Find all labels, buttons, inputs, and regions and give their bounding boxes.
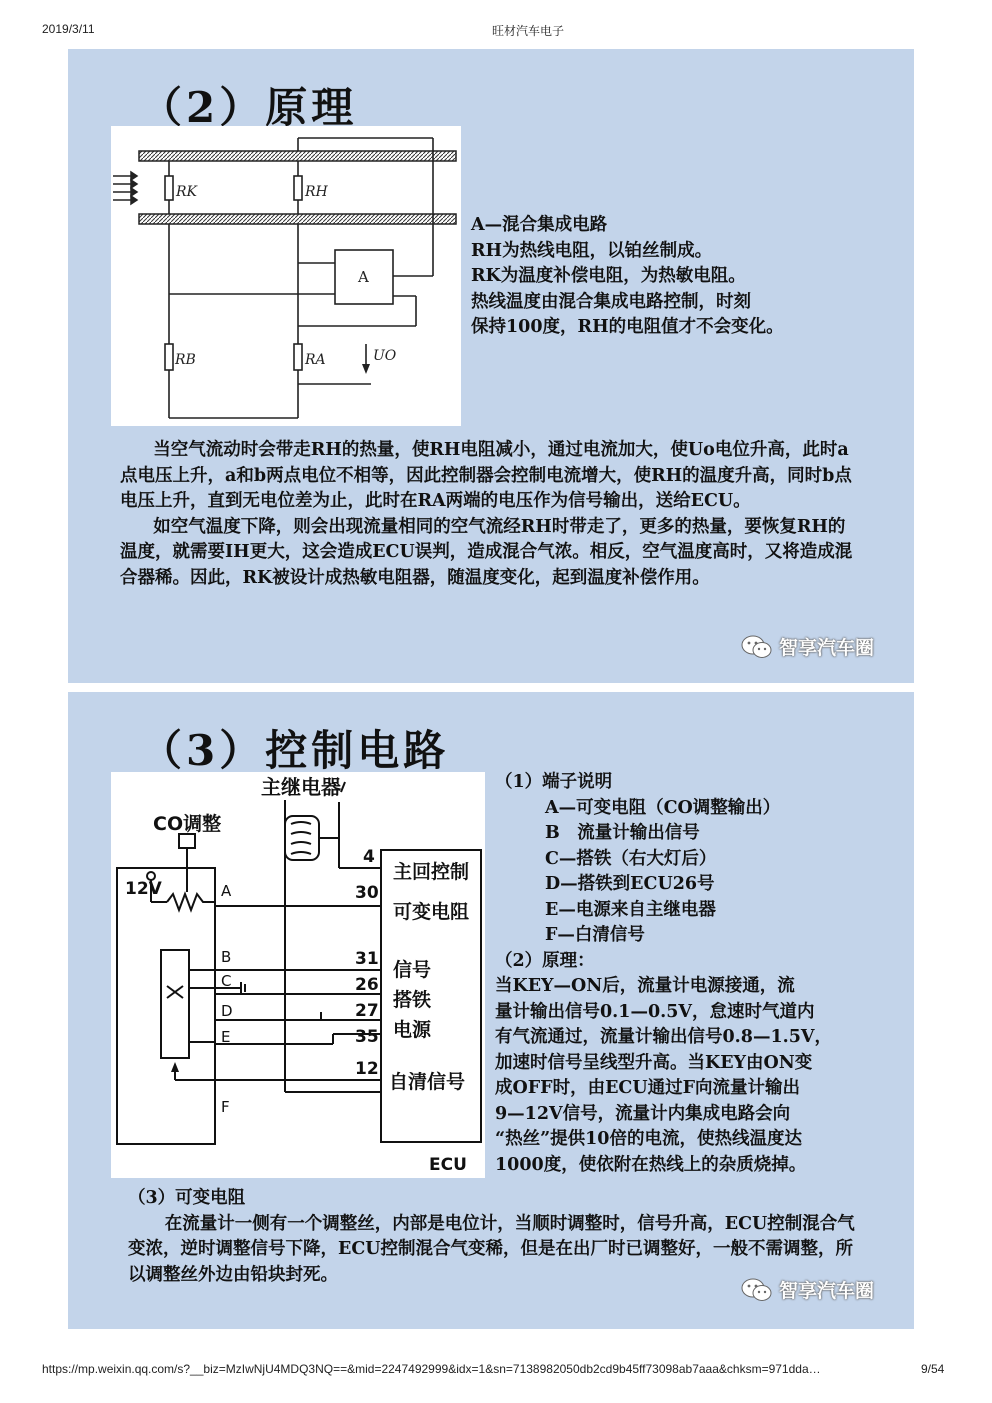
ecu-terminal-label: 电源 <box>393 1019 432 1041</box>
principle-body <box>120 438 860 591</box>
ecu-pin-number: 4 <box>363 847 375 867</box>
ecu-terminal-label: 可变电阻 <box>393 901 470 923</box>
footer-url[interactable]: https://mp.weixin.qq.com/s?__biz=MzIwNjU4MDQ3NQ==&mid=2247492999&idx=1&sn=7138982050db2cd9b45ff73098ab7aaa&chksm=971dda… <box>42 1362 821 1376</box>
ecu-pin-number: 31 <box>355 949 379 969</box>
airflow-arrows-icon <box>113 172 137 204</box>
legend-line: 1000度，使依附在热线上的杂质烧掉。 <box>495 1154 807 1175</box>
legend-line: （1）端子说明 <box>495 772 613 792</box>
section-title-principle: （2）原理 <box>140 83 358 132</box>
legend-line: 保持100度，RH的电阻值才不会变化。 <box>471 317 784 337</box>
pin-label: F <box>221 1098 230 1116</box>
body-paragraph: 当空气流动时会带走RH的热量，使RH电阻减小，通过电流加大，使Uo电位升高，此时a点电压上升，a和b两点电位不相等，因此控制器会控制电流增大，使RH的温度升高，同时b点电压上升，直到无电位差为止，此时在RA两端的电压作为信号输出，送给ECU。 <box>120 440 852 511</box>
rb-label: RB <box>175 352 196 368</box>
pin-label: D <box>221 1002 233 1020</box>
ecu-pin-number: 26 <box>355 975 379 995</box>
hot-wire-circuit-diagram <box>111 126 461 426</box>
legend-line: “热丝”提供10倍的电流，使热线温度达 <box>495 1129 802 1149</box>
legend-line: 成OFF时，由ECU通过F向流量计输出 <box>495 1078 801 1098</box>
pin-label: E <box>221 1028 231 1046</box>
control-circuit-legend <box>495 770 832 1178</box>
legend-line: C—搭铁（右大灯后） <box>545 848 717 869</box>
ecu-terminal-label: 信号 <box>393 959 432 981</box>
ecu-terminal-label: 主回控制 <box>393 861 470 883</box>
variable-resistor-section <box>128 1186 868 1288</box>
ecu-pin-number: 12 <box>355 1059 379 1079</box>
wechat-icon <box>741 1277 773 1303</box>
legend-line: 9—12V信号，流量计内集成电路会向 <box>495 1103 791 1124</box>
legend-line: 加速时信号呈线型升高。当KEY由ON变 <box>495 1052 813 1073</box>
slide-principle <box>68 49 914 683</box>
wechat-icon <box>741 634 773 660</box>
section-title-control-circuit: （3）控制电路 <box>140 726 450 775</box>
12v-label: 12V <box>125 879 162 899</box>
legend-line: D—搭铁到ECU26号 <box>545 874 715 894</box>
tube-bottom-wall <box>139 214 456 224</box>
legend-line: RH为热线电阻，以铂丝制成。 <box>471 240 713 261</box>
rk-label: RK <box>176 184 197 200</box>
legend-line: A—混合集成电路 <box>471 215 608 235</box>
ecu-label: ECU <box>429 1155 467 1175</box>
sub-heading: （3）可变电阻 <box>128 1188 246 1208</box>
header-title: 旺材汽车电子 <box>492 24 565 38</box>
tube-top-wall <box>139 151 456 161</box>
watermark <box>741 633 874 660</box>
slide-control-circuit <box>68 692 914 1329</box>
watermark <box>741 1276 874 1303</box>
body-paragraph: 如空气温度下降，则会出现流量相同的空气流经RH时带走了，更多的热量，要恢复RH的温度，就需要IH更大，这会造成ECU误判，造成混合气浓。相反，空气温度高时，又将造成混合器稀。因此，RK被设计成热敏电阻器，随温度变化，起到温度补偿作用。 <box>120 516 853 588</box>
ecu-terminal-label: 搭铁 <box>393 989 432 1011</box>
ecu-pin-number: 35 <box>355 1027 379 1047</box>
control-circuit-diagram <box>111 772 485 1178</box>
pin-label: C <box>221 972 232 990</box>
legend-line: 有气流通过，流量计输出信号0.8—1.5V， <box>495 1027 832 1047</box>
legend-line: B 流量计输出信号 <box>545 823 700 843</box>
uo-label: UO <box>373 348 397 364</box>
header-date: 2019/3/11 <box>42 22 95 36</box>
footer-page-number: 9/54 <box>921 1362 945 1376</box>
legend-line: RK为温度补偿电阻，为热敏电阻。 <box>471 266 746 286</box>
legend-line: 热线温度由混合集成电路控制，时刻 <box>471 291 751 312</box>
watermark-text: 智享汽车圈 <box>779 637 875 659</box>
pin-label: A <box>221 882 232 900</box>
ecu-pin-number: 27 <box>355 1001 379 1021</box>
legend-line: F—白清信号 <box>545 925 645 945</box>
a-box-label: A <box>358 268 369 286</box>
principle-legend <box>471 213 784 341</box>
watermark-text: 智享汽车圈 <box>779 1280 875 1302</box>
relay-label: 主继电器 <box>261 775 341 799</box>
co-adjust-label: CO调整 <box>153 813 222 835</box>
ra-label: RA <box>305 352 326 368</box>
legend-line: 量计输出信号0.1—0.5V，怠速时气道内 <box>495 1001 815 1022</box>
legend-line: A—可变电阻（CO调整输出） <box>545 797 781 818</box>
pin-label: B <box>221 948 232 966</box>
legend-line: 当KEY—ON后，流量计电源接通，流 <box>495 976 795 996</box>
legend-line: E—电源来自主继电器 <box>545 899 716 920</box>
legend-line: （2）原理： <box>495 950 595 971</box>
body-paragraph: 在流量计一侧有一个调整丝，内部是电位计，当顺时调整时，信号升高，ECU控制混合气变浓，逆时调整信号下降，ECU控制混合气变稀，但是在出厂时已调整好，一般不需调整，所以调整丝外边由铅块封死。 <box>128 1213 855 1285</box>
ecu-pin-number: 30 <box>355 883 379 903</box>
rh-label: RH <box>305 184 328 200</box>
ecu-terminal-label: 自清信号 <box>389 1071 466 1093</box>
